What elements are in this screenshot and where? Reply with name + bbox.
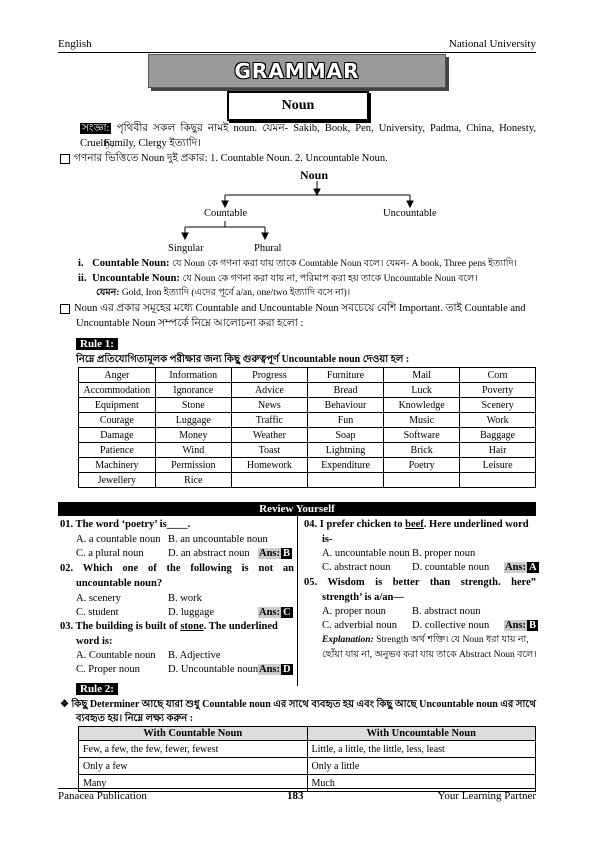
- square-bullet-icon: [60, 304, 70, 314]
- answer-label: Ans:: [259, 548, 281, 559]
- table-row: [79, 398, 536, 413]
- item-countable: [78, 256, 517, 272]
- banner-text: GRAMMAR: [234, 59, 360, 83]
- table-row: [79, 383, 536, 398]
- q4-b: B. proper noun: [412, 548, 476, 559]
- table-row: [79, 413, 536, 428]
- col-header-uncountable: With Uncountable Noun: [307, 727, 536, 741]
- table-row: [79, 741, 536, 758]
- determiner-table: [78, 726, 536, 792]
- review-header: Review Yourself: [58, 502, 536, 516]
- example-text: Gold, Iron ইত্যাদি (এদের পূর্বে a/an, one/two ইত্যাদি বসে না)।: [121, 288, 351, 298]
- word-cell: [384, 473, 460, 488]
- item-term: Uncountable Noun:: [92, 273, 180, 284]
- word-cell: Information: [155, 368, 231, 383]
- example-line: [96, 286, 350, 301]
- definition-text-2: Family, Clergy ইত্যাদি।: [104, 138, 202, 149]
- answer-key: A: [529, 562, 537, 573]
- q3-underlined: stone: [180, 621, 204, 632]
- word-cell: Luggage: [155, 413, 231, 428]
- word-cell: Work: [460, 413, 536, 428]
- word-cell: [231, 473, 307, 488]
- table-row: [79, 443, 536, 458]
- q1-b: B. an uncountable noun: [168, 534, 268, 545]
- rule1-text: নিম্নে প্রতিযোগিতামূলক পরীক্ষার জন্য কিছু গুরুত্বপূর্ণ Uncountable noun দেওয়া হল :: [76, 354, 410, 365]
- word-cell: Machinery: [79, 458, 156, 473]
- q5-d: D. collective noun: [412, 620, 490, 631]
- q3-text-1: [60, 619, 278, 634]
- word-cell: Weather: [231, 428, 307, 443]
- rule2-line-2: ব্যবহৃত হয়। নিম্নে লক্ষ্য করুন :: [76, 713, 194, 724]
- answer-key: B: [529, 620, 537, 631]
- word-cell: Damage: [79, 428, 156, 443]
- tree-uncountable: Uncountable: [383, 208, 437, 219]
- diamond-bullet-icon: ❖: [60, 699, 69, 710]
- word-cell: Luck: [384, 383, 460, 398]
- word-cell: Permission: [155, 458, 231, 473]
- answer-label: Ans:: [259, 664, 281, 675]
- word-cell: Behaviour: [307, 398, 383, 413]
- tree-countable: Countable: [204, 208, 248, 219]
- word-cell: Expenditure: [307, 458, 383, 473]
- col-header-countable: With Countable Noun: [79, 727, 308, 741]
- q2-text-2: uncountable noun?: [76, 578, 163, 589]
- word-cell: News: [231, 398, 307, 413]
- q4-part: 04. I prefer chicken to: [304, 519, 403, 530]
- word-cell: Traffic: [231, 413, 307, 428]
- q3-answer: [258, 662, 293, 677]
- q4-a: A. uncountable noun: [322, 548, 410, 559]
- q3-part: 03. The building is built of: [60, 621, 178, 632]
- word-cell: Baggage: [460, 428, 536, 443]
- q4-c: C. abstract noun: [322, 562, 391, 573]
- word-cell: Homework: [231, 458, 307, 473]
- q3-d: D. Uncountable noun: [168, 664, 259, 675]
- q5-a: A. proper noun: [322, 606, 386, 617]
- q3-c: C. Proper noun: [76, 664, 140, 675]
- answer-key: D: [283, 664, 291, 675]
- word-cell: Accommodation: [79, 383, 156, 398]
- rule1-label: Rule 1:: [76, 338, 118, 350]
- answer-key: C: [283, 607, 291, 618]
- q1-a: A. a countable noun: [76, 534, 161, 545]
- explanation-label: Explanation:: [322, 635, 374, 645]
- uncountable-words-table: [78, 367, 536, 488]
- word-cell: Software: [384, 428, 460, 443]
- table-row: [79, 428, 536, 443]
- q5-explanation: [322, 633, 529, 648]
- word-cell: Anger: [79, 368, 156, 383]
- explanation-text: Strength অর্থ শক্তি। যে Noun ধরা যায় না,: [376, 635, 529, 645]
- q4-d: D. countable noun: [412, 562, 490, 573]
- footer-rule: [58, 788, 536, 789]
- q1-d: D. an abstract noun: [168, 548, 250, 559]
- determiner-cell: Few, a few, the few, fewer, fewest: [79, 741, 308, 758]
- word-cell: Leisure: [460, 458, 536, 473]
- word-cell: Toast: [231, 443, 307, 458]
- q2-text-1: 02. Which one of the following is not an: [60, 563, 294, 574]
- square-bullet-icon: [60, 154, 70, 164]
- word-cell: Bread: [307, 383, 383, 398]
- word-cell: Soap: [307, 428, 383, 443]
- word-cell: Mail: [384, 368, 460, 383]
- q1-c: C. a plural noun: [76, 548, 144, 559]
- q4-text-1: [304, 517, 529, 532]
- footer-right: Your Learning Partner: [437, 790, 536, 802]
- answer-key: B: [283, 548, 291, 559]
- q1-text: 01. The word ‘poetry’ is____.: [60, 519, 191, 530]
- item-uncountable: [78, 271, 478, 287]
- q5-explanation-2: ছোঁয়া যায় না, অনুভব করা যায় তাকে Abstract Noun বলে।: [322, 650, 537, 660]
- item-text: যে Noun কে গণনা করা যায় তাকে Countable Noun বলে। যেমন- A book, Three pens ইত্যাদি।: [172, 259, 517, 269]
- q3-part: . The underlined: [203, 621, 278, 632]
- q2-a: A. scenery: [76, 593, 121, 604]
- q5-text-2: strength’ is a/an—: [322, 592, 404, 603]
- word-cell: Knowledge: [384, 398, 460, 413]
- footer-left: Panacea Publication: [58, 790, 147, 802]
- q2-c: C. student: [76, 607, 119, 618]
- table-row: [79, 458, 536, 473]
- determiner-cell: Only a few: [79, 758, 308, 775]
- q5-b: B. abstract noun: [412, 606, 481, 617]
- word-cell: Poetry: [384, 458, 460, 473]
- header-right: National University: [448, 38, 536, 50]
- header-left: English: [58, 38, 92, 50]
- word-cell: Courage: [79, 413, 156, 428]
- types-text: গণনার ভিত্তিতে Noun দুই প্রকার: 1. Countable Noun. 2. Uncountable Noun.: [74, 153, 388, 164]
- q3-b: B. Adjective: [168, 650, 221, 661]
- table-row: [79, 368, 536, 383]
- answer-label: Ans:: [505, 620, 527, 631]
- rule2-label: Rule 2:: [76, 683, 118, 695]
- q2-answer: [258, 605, 293, 620]
- tree-phural: Phural: [254, 243, 282, 254]
- item-text: যে Noun কে গণনা করা যায় না, পরিমাপ করা হয় তাকে Uncountable Noun বলে।: [182, 274, 478, 284]
- table-row: [79, 758, 536, 775]
- word-cell: Wind: [155, 443, 231, 458]
- word-cell: Fun: [307, 413, 383, 428]
- word-cell: Poverty: [460, 383, 536, 398]
- q1-answer: [258, 546, 292, 561]
- q5-text-1: 05. Wisdom is better than strength. here”: [304, 577, 536, 588]
- q4-underlined: beef: [405, 519, 424, 530]
- q5-c: C. adverbial noun: [322, 620, 397, 631]
- note-line-1: Noun এর প্রকার সমূহের মধ্যে Countable and Uncountable Noun সবচেয়ে বেশি Important. তাই Countable and: [74, 303, 526, 314]
- word-cell: Stone: [155, 398, 231, 413]
- word-cell: Jewellery: [79, 473, 156, 488]
- word-cell: Scenery: [460, 398, 536, 413]
- q4-part: . Here underlined word: [423, 519, 529, 530]
- item-num: ii.: [78, 273, 87, 284]
- determiner-cell: Only a little: [307, 758, 536, 775]
- q4-answer: [504, 560, 539, 575]
- word-cell: [307, 473, 383, 488]
- q5-answer: [504, 618, 538, 633]
- word-cell: Equipment: [79, 398, 156, 413]
- word-cell: Ignorance: [155, 383, 231, 398]
- q3-a: A. Countable noun: [76, 650, 156, 661]
- rule2-line-1: কিছু Determiner আছে যারা শুধু Countable noun এর সাথে ব্যবহৃত হয় এবং কিছু আছে Uncountable noun এর সাথে: [71, 699, 536, 710]
- page-title: Noun: [227, 91, 369, 121]
- example-label: যেমন:: [96, 288, 120, 298]
- definition-text: পৃথিবীর সকল কিছুর নামই noun. যেমন- Sakib, Book, Pen, University, Padma, China, Honesty, Cruelty,: [80, 123, 537, 149]
- definition-label: সংজ্ঞা:: [82, 123, 110, 134]
- q3-text-2: word is:: [76, 636, 113, 647]
- q2-d: D. luggage: [168, 607, 215, 618]
- word-cell: Brick: [384, 443, 460, 458]
- word-cell: Corn: [460, 368, 536, 383]
- determiner-cell: Little, a little, the little, less, least: [307, 741, 536, 758]
- note-line-2: Uncountable Noun সম্পর্কে নিম্নে আলোচনা করা হলো :: [76, 318, 304, 329]
- determiner-cell: Much: [307, 775, 536, 792]
- grammar-banner: [148, 54, 446, 88]
- word-cell: Money: [155, 428, 231, 443]
- note: [60, 301, 536, 316]
- table-row: [79, 473, 536, 488]
- word-cell: Progress: [231, 368, 307, 383]
- word-cell: Lightning: [307, 443, 383, 458]
- item-term: Countable Noun:: [92, 258, 170, 269]
- header-rule: [58, 52, 536, 53]
- word-cell: Patience: [79, 443, 156, 458]
- answer-label: Ans:: [259, 607, 281, 618]
- word-cell: Furniture: [307, 368, 383, 383]
- word-cell: Music: [384, 413, 460, 428]
- determiner-cell: Many: [79, 775, 308, 792]
- word-cell: Hair: [460, 443, 536, 458]
- word-cell: Advice: [231, 383, 307, 398]
- types-line: [60, 151, 388, 166]
- q2-b: B. work: [168, 593, 202, 604]
- q4-text-2: is-: [322, 534, 333, 545]
- tree-root: Noun: [300, 168, 329, 182]
- word-cell: Rice: [155, 473, 231, 488]
- answer-label: Ans:: [505, 562, 527, 573]
- item-num: i.: [78, 258, 84, 269]
- word-cell: [460, 473, 536, 488]
- review-divider: [297, 516, 298, 686]
- tree-singular: Singular: [168, 243, 204, 254]
- page-number: 183: [287, 790, 304, 802]
